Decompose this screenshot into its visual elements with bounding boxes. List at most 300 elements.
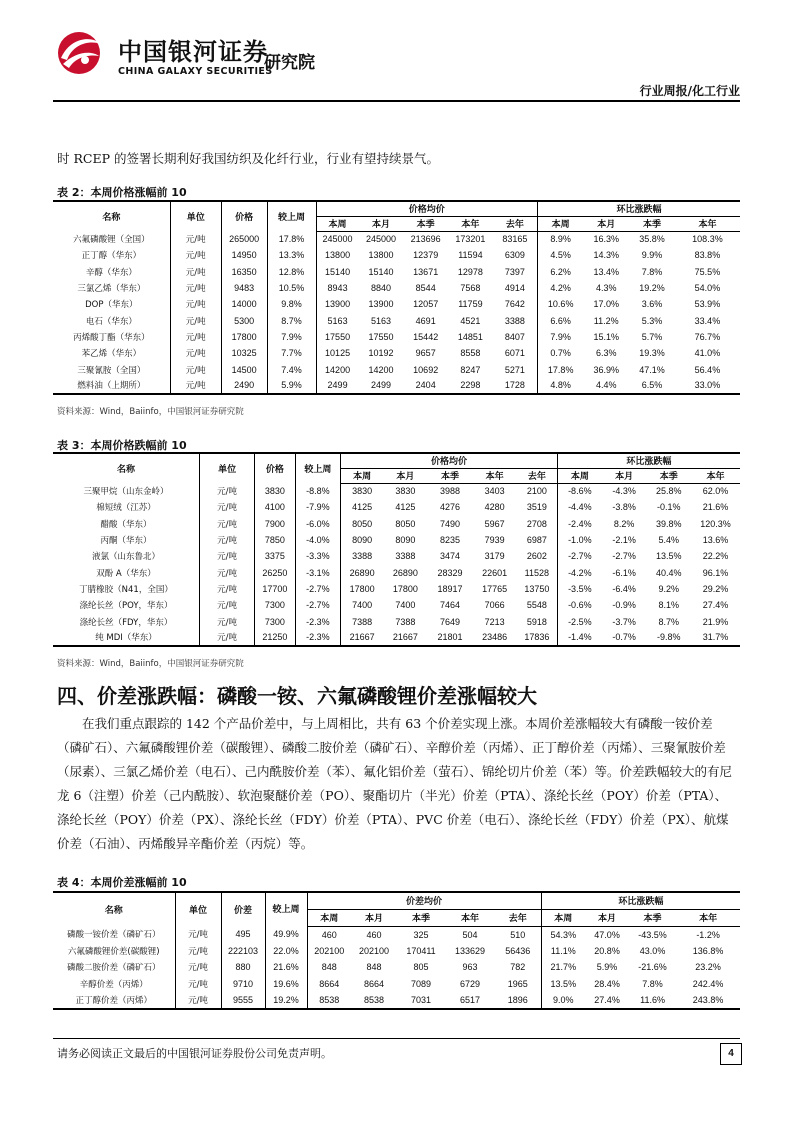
table-row	[53, 312, 740, 328]
col-week: 本周	[341, 468, 383, 483]
col-group-spread-avg: 价差均价	[307, 892, 541, 909]
row-value: 3179	[484, 551, 505, 562]
col-price: 价格	[255, 453, 295, 483]
row-value: 13.3%	[267, 247, 316, 263]
row-value: 7.9%	[538, 329, 584, 345]
row-value: 8.9%	[538, 231, 584, 247]
row-value: 1896	[495, 992, 541, 1009]
row-value: -7.9%	[295, 499, 341, 515]
row-value: 41.0%	[694, 348, 721, 359]
col-quarter: 本季	[397, 909, 445, 926]
row-unit: 元/吨	[170, 264, 221, 280]
table-row	[53, 943, 740, 960]
row-value: -3.3%	[295, 548, 341, 564]
row-name: 纯 MDI（华东）	[53, 630, 200, 646]
header-divider	[53, 100, 740, 102]
row-value: 11.1%	[541, 943, 585, 960]
row-value: 243.8%	[676, 992, 740, 1009]
row-value: 782	[510, 962, 526, 973]
row-value: 22.2%	[702, 551, 729, 562]
row-value: 7.8%	[641, 266, 663, 277]
row-value: 7400	[341, 597, 383, 613]
row-value: 11594	[458, 250, 483, 261]
row-value: 4914	[504, 283, 525, 294]
row-value: 8050	[395, 518, 416, 529]
col-month: 本月	[351, 909, 397, 926]
col-week: 本周	[307, 909, 351, 926]
row-value: 21.6%	[702, 502, 729, 513]
row-value: 23486	[472, 630, 517, 646]
col-year: 本年	[472, 468, 517, 483]
footer-disclaimer: 请务必阅读正文最后的中国银河证券股份公司免责声明。	[57, 1047, 332, 1060]
footer-divider	[53, 1038, 740, 1039]
row-unit: 元/吨	[200, 516, 255, 532]
row-value: 4.5%	[538, 247, 584, 263]
col-last-year: 去年	[517, 468, 557, 483]
row-value: 5548	[526, 600, 547, 611]
row-value: -3.1%	[295, 564, 341, 580]
row-value: -3.7%	[612, 616, 636, 627]
row-value: -2.7%	[557, 548, 602, 564]
row-value: 108.3%	[692, 234, 723, 245]
row-value: 9.9%	[641, 250, 663, 261]
row-value: 3474	[439, 551, 461, 562]
row-value: 10.6%	[538, 296, 584, 312]
row-value: 460	[366, 929, 382, 940]
row-unit: 元/吨	[200, 597, 255, 613]
row-value: 14851	[457, 331, 483, 342]
col-unit: 单位	[200, 453, 255, 483]
row-value: 19.2%	[265, 992, 307, 1009]
row-name: 丙酮（华东）	[100, 536, 152, 547]
row-unit: 元/吨	[170, 329, 221, 345]
row-value: 7031	[397, 992, 445, 1009]
row-value: 22.0%	[265, 943, 307, 960]
row-value: 17700	[255, 581, 295, 597]
row-name: 正丁醇价差（丙烯）	[53, 992, 175, 1009]
row-value: 7300	[255, 613, 295, 629]
row-value: 62.0%	[702, 486, 729, 497]
col-unit: 单位	[170, 201, 221, 231]
row-value: 7939	[484, 535, 505, 546]
col-vs-last-week: 较上周	[295, 453, 341, 483]
row-value: -0.7%	[602, 630, 647, 646]
row-value: 4521	[460, 315, 481, 326]
row-value: 3830	[255, 483, 295, 499]
row-value: 36.9%	[593, 364, 619, 375]
row-value: 20.8%	[594, 945, 620, 956]
col-unit: 单位	[175, 892, 221, 926]
row-value: 880	[221, 959, 265, 976]
row-name: 正丁醇（华东）	[81, 251, 142, 262]
row-value: 265000	[221, 231, 267, 247]
row-value: 173201	[455, 234, 486, 245]
row-value: 7066	[484, 600, 505, 611]
col-chg-week: 本周	[557, 468, 602, 483]
row-value: 6.6%	[538, 312, 584, 328]
row-value: 213696	[410, 234, 441, 245]
section-body: 在我们重点跟踪的 142 个产品价差中，与上周相比，共有 63 个价差实现上涨。本周价差涨幅较大有磷酸一铵价差（磷矿石）、六氟磷酸锂价差（碳酸锂）、磷酸二胺价差（磷矿石）、辛醇价差（丙烯）、正丁醇价差（丙烯）、三聚氰胺价差（尿素）、三氯乙烯价差（电石）、己内酰胺价差（苯）、氟化铝价差（萤石）、锦纶切片价差（苯）等。价差跌幅较大的有尼龙 6（注塑）价差（己内酰胺）、软泡聚醚价差（PO）、聚酯切片（半光）价差（PTA）、涤纶长丝（POY）价差（PTA）、涤纶长丝（POY）价差（PX）、涤纶长丝（FDY）价差（PTA）、PVC 价差（电石）、涤纶长丝（FDY）价差（PX）、航煤价差（石油）、丙烯酸异辛酯价差（丙烷）等。	[57, 716, 733, 851]
row-value: 33.4%	[694, 315, 721, 326]
row-value: -2.4%	[557, 516, 602, 532]
row-value: 6987	[526, 535, 547, 546]
row-value: 7388	[341, 613, 383, 629]
row-value: 3375	[255, 548, 295, 564]
row-value: 15442	[413, 331, 439, 342]
row-value: 8544	[415, 283, 436, 294]
row-value: 460	[307, 926, 351, 943]
row-value: 8664	[307, 976, 351, 993]
row-value: 7400	[395, 600, 416, 611]
col-group-chg: 环比涨跌幅	[538, 201, 740, 216]
row-value: 6.2%	[538, 264, 584, 280]
row-value: 7490	[439, 518, 461, 529]
row-value: 8247	[460, 364, 481, 375]
row-name: 磷酸一铵价差（磷矿石）	[66, 930, 161, 941]
row-value: 15140	[316, 264, 359, 280]
row-value: -2.7%	[295, 581, 341, 597]
row-unit: 元/吨	[175, 976, 221, 993]
row-value: 14200	[316, 361, 359, 377]
row-value: 136.8%	[692, 945, 724, 956]
table-row	[53, 247, 740, 263]
row-value: 8538	[351, 992, 397, 1009]
row-value: 4.2%	[538, 280, 584, 296]
table2	[53, 200, 740, 395]
table-row	[53, 976, 740, 993]
row-name: 苯乙烯（华东）	[81, 349, 142, 360]
row-unit: 元/吨	[200, 581, 255, 597]
table2-caption: 表 2：本周价格涨幅前 10	[57, 186, 187, 199]
row-value: 1728	[493, 378, 538, 394]
row-value: 17.8%	[267, 231, 316, 247]
row-value: 21667	[341, 630, 383, 646]
row-value: 3388	[341, 548, 383, 564]
row-value: 5918	[526, 616, 547, 627]
row-value: 13750	[524, 583, 550, 594]
table3-caption: 表 3：本周价格跌幅前 10	[57, 439, 187, 452]
row-value: 9710	[221, 976, 265, 993]
table2-source: 资料来源：Wind，Baiinfo，中国银河证券研究院	[57, 407, 244, 417]
row-value: 3988	[439, 486, 461, 497]
table3	[53, 452, 740, 647]
row-value: 10692	[413, 364, 439, 375]
col-group-avg: 价格均价	[341, 453, 558, 468]
row-value: 49.9%	[265, 926, 307, 943]
row-value: 54.0%	[694, 283, 721, 294]
row-value: -2.7%	[612, 551, 636, 562]
row-value: 43.0%	[639, 945, 666, 956]
row-value: 133629	[454, 945, 486, 956]
col-week: 本周	[316, 216, 359, 231]
row-name: 醋酸（华东）	[100, 519, 152, 530]
row-value: 13800	[368, 250, 394, 261]
table-row	[53, 532, 740, 548]
row-unit: 元/吨	[200, 532, 255, 548]
row-value: -8.8%	[295, 483, 341, 499]
table-row	[53, 231, 740, 247]
row-value: 2100	[526, 486, 547, 497]
row-value: 7.9%	[267, 329, 316, 345]
row-value: 3830	[341, 483, 383, 499]
row-value: 9483	[221, 280, 267, 296]
row-value: 7300	[255, 597, 295, 613]
row-value: 83165	[502, 234, 528, 245]
col-last-year: 去年	[495, 909, 541, 926]
row-value: 18917	[437, 583, 463, 594]
row-value: -6.1%	[612, 567, 636, 578]
row-value: 13800	[316, 247, 359, 263]
row-name: 三聚甲烷（山东金岭）	[83, 487, 169, 498]
row-value: 13.5%	[541, 976, 585, 993]
row-value: -3.8%	[612, 502, 636, 513]
row-value: 8407	[504, 331, 525, 342]
row-value: -2.1%	[612, 535, 636, 546]
row-unit: 元/吨	[175, 943, 221, 960]
col-price: 价格	[221, 201, 267, 231]
row-value: 245000	[365, 234, 396, 245]
row-unit: 元/吨	[200, 613, 255, 629]
row-value: 848	[307, 959, 351, 976]
galaxy-logo-icon	[53, 30, 105, 76]
row-value: -6.0%	[295, 516, 341, 532]
row-name: 辛醇价差（丙烯）	[79, 979, 148, 990]
table-row	[53, 548, 740, 564]
row-value: 4.4%	[583, 378, 629, 394]
table-row	[53, 345, 740, 361]
col-diff: 价差	[221, 892, 265, 926]
table-row	[53, 516, 740, 532]
row-value: 3519	[526, 502, 547, 513]
row-value: -4.2%	[557, 564, 602, 580]
row-value: 3388	[504, 315, 525, 326]
row-value: -3.5%	[557, 581, 602, 597]
row-value: -8.6%	[557, 483, 602, 499]
col-chg-month: 本月	[585, 909, 629, 926]
row-unit: 元/吨	[200, 483, 255, 499]
row-value: -0.9%	[612, 600, 636, 611]
row-value: 47.1%	[639, 364, 665, 375]
table-row	[53, 992, 740, 1009]
row-value: -0.1%	[656, 502, 681, 513]
row-value: 7.4%	[267, 361, 316, 377]
row-value: 9657	[415, 348, 436, 359]
row-value: 6.3%	[595, 348, 617, 359]
row-value: 325	[413, 929, 429, 940]
row-value: 4125	[341, 499, 383, 515]
row-value: 120.3%	[700, 518, 731, 529]
row-value: 39.8%	[655, 518, 682, 529]
table4-caption: 表 4：本周价差涨幅前 10	[57, 876, 187, 889]
row-value: 12.8%	[267, 264, 316, 280]
row-value: 7568	[460, 283, 481, 294]
row-value: -2.3%	[295, 630, 341, 646]
row-value: 19.6%	[265, 976, 307, 993]
row-value: 8.7%	[267, 312, 316, 328]
table-row	[53, 296, 740, 312]
row-value: 15.1%	[593, 331, 619, 342]
row-value: 245000	[316, 231, 359, 247]
brand-name-cn: 中国银河证券	[118, 38, 268, 66]
row-name: 三聚氰胺（全国）	[77, 365, 146, 376]
table-row	[53, 483, 740, 499]
table-row	[53, 499, 740, 515]
row-value: 13.5%	[655, 551, 682, 562]
row-value: 2602	[526, 551, 547, 562]
table-row	[53, 613, 740, 629]
col-vs-last-week: 较上周	[267, 201, 316, 231]
col-chg-month: 本月	[583, 216, 629, 231]
row-value: 56436	[505, 945, 531, 956]
row-name: 磷酸二胺价差（磷矿石）	[66, 963, 161, 974]
table-row	[53, 581, 740, 597]
table-row	[53, 280, 740, 296]
row-value: 12057	[413, 299, 439, 310]
row-value: 2404	[403, 378, 448, 394]
row-value: 8.1%	[658, 600, 679, 611]
row-value: 6517	[445, 992, 495, 1009]
row-value: 7388	[395, 616, 416, 627]
section-title: 四、价差涨跌幅：磷酸一铵、六氟磷酸锂价差涨幅较大	[57, 684, 537, 708]
row-value: 21.9%	[702, 616, 729, 627]
row-value: 2708	[526, 518, 547, 529]
row-value: 12978	[457, 266, 483, 277]
table4	[53, 891, 740, 1010]
row-name: 丁腈橡胶（N41，全国）	[79, 584, 173, 595]
row-value: 6729	[459, 978, 481, 989]
brand-institute: 研究院	[264, 53, 315, 73]
row-value: 19.2%	[639, 283, 665, 294]
row-unit: 元/吨	[170, 312, 221, 328]
row-name: 丙烯酸丁酯（华东）	[73, 332, 150, 343]
col-chg-month: 本月	[602, 468, 647, 483]
row-value: 5967	[484, 518, 505, 529]
row-value: -4.4%	[557, 499, 602, 515]
row-name: 涤纶长丝（POY，华东）	[79, 601, 173, 612]
row-value: 15140	[368, 266, 394, 277]
row-value: 4.3%	[595, 283, 617, 294]
row-value: 242.4%	[692, 978, 724, 989]
row-value: 2499	[316, 378, 359, 394]
row-value: 4280	[484, 502, 505, 513]
row-value: 2490	[221, 378, 267, 394]
row-value: 3403	[484, 486, 505, 497]
row-value: 26890	[341, 564, 383, 580]
row-value: 26890	[392, 567, 418, 578]
row-value: 8090	[395, 535, 416, 546]
row-value: 8558	[460, 348, 481, 359]
row-unit: 元/吨	[200, 499, 255, 515]
brand-name-en: CHINA GALAXY SECURITIES	[118, 66, 273, 77]
row-value: 53.9%	[694, 299, 721, 310]
row-value: 3388	[395, 551, 416, 562]
row-value: 11528	[524, 567, 549, 578]
row-value: 5271	[504, 364, 525, 375]
row-value: 17.0%	[593, 299, 619, 310]
row-name: 电石（华东）	[85, 316, 137, 327]
row-name: 液氯（山东鲁北）	[91, 552, 160, 563]
row-value: 7089	[410, 978, 432, 989]
row-value: 4691	[415, 315, 436, 326]
row-value: 23.2%	[695, 962, 721, 973]
row-value: 504	[462, 929, 478, 940]
table-row	[53, 564, 740, 580]
col-chg-week: 本周	[538, 216, 584, 231]
row-value: 26250	[255, 564, 295, 580]
row-value: -1.4%	[557, 630, 602, 646]
row-value: -2.5%	[557, 613, 602, 629]
col-month: 本月	[359, 216, 404, 231]
row-value: 5.9%	[596, 962, 618, 973]
row-value: 963	[462, 962, 478, 973]
col-chg-year: 本年	[675, 216, 740, 231]
row-value: 13900	[368, 299, 394, 310]
row-value: 56.4%	[694, 364, 721, 375]
row-value: 7900	[255, 516, 295, 532]
row-value: 11.6%	[629, 992, 676, 1009]
row-value: 14200	[368, 364, 394, 375]
table3-source: 资料来源：Wind，Baiinfo，中国银河证券研究院	[57, 659, 244, 669]
row-unit: 元/吨	[170, 378, 221, 394]
col-group-chg: 环比涨跌幅	[557, 453, 740, 468]
row-value: -2.3%	[295, 613, 341, 629]
col-chg-quarter: 本季	[646, 468, 691, 483]
row-value: 12379	[413, 250, 439, 261]
row-value: 6.5%	[629, 378, 675, 394]
row-value: 5163	[316, 312, 359, 328]
row-value: 8840	[370, 283, 391, 294]
row-value: 8090	[341, 532, 383, 548]
row-value: 6071	[504, 348, 525, 359]
row-value: 2499	[359, 378, 404, 394]
row-value: 47.0%	[594, 929, 620, 940]
row-value: 27.4%	[585, 992, 629, 1009]
row-value: 17.8%	[538, 361, 584, 377]
table-row	[53, 264, 740, 280]
row-value: 10192	[368, 348, 394, 359]
row-unit: 元/吨	[170, 231, 221, 247]
table-row	[53, 597, 740, 613]
row-value: 8943	[316, 280, 359, 296]
row-value: 13.6%	[702, 535, 729, 546]
row-value: 21.6%	[265, 959, 307, 976]
row-value: 10325	[221, 345, 267, 361]
table-row	[53, 329, 740, 345]
row-value: 17765	[482, 583, 508, 594]
row-value: 8050	[341, 516, 383, 532]
col-group-avg: 价格均价	[316, 201, 538, 216]
row-value: 5300	[221, 312, 267, 328]
row-value: 5.9%	[267, 378, 316, 394]
col-quarter: 本季	[403, 216, 448, 231]
row-name: 棉短绒（江苏）	[96, 503, 156, 514]
col-chg-quarter: 本季	[629, 216, 675, 231]
row-value: 14000	[221, 296, 267, 312]
row-value: 25.8%	[655, 486, 682, 497]
row-value: 16.3%	[593, 234, 619, 245]
row-name: 双酚 A（华东）	[96, 568, 156, 579]
row-value: 13.4%	[593, 266, 619, 277]
row-value: -4.0%	[295, 532, 341, 548]
row-value: 14.3%	[593, 250, 619, 261]
row-value: 4276	[439, 502, 461, 513]
table-row	[53, 378, 740, 394]
row-value: 27.4%	[702, 600, 729, 611]
row-value: 170411	[406, 945, 436, 956]
col-chg-year: 本年	[676, 909, 740, 926]
col-chg-quarter: 本季	[629, 909, 676, 926]
row-name: 三氯乙烯（华东）	[77, 284, 146, 295]
